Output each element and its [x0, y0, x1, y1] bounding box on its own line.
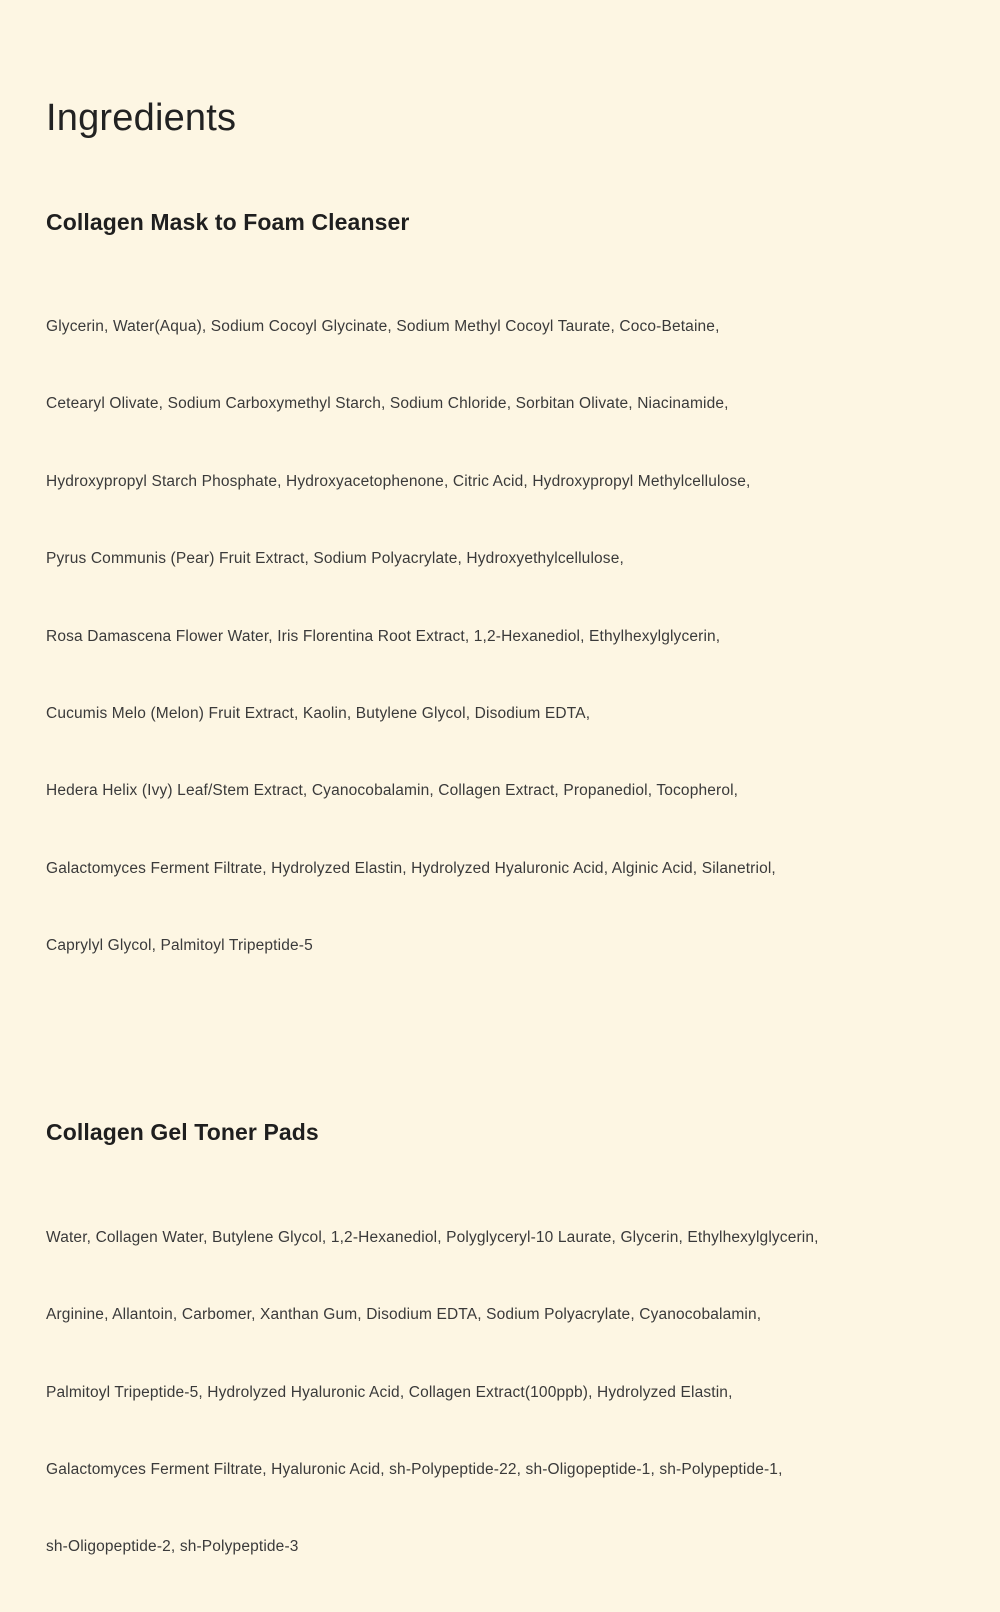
ingredient-line: Cucumis Melo (Melon) Fruit Extract, Kaolin, Butylene Glycol, Disodium EDTA, [46, 704, 591, 722]
ingredient-line: Arginine, Allantoin, Carbomer, Xanthan Gum, Disodium EDTA, Sodium Polyacrylate, Cyanocobalamin, [46, 1306, 762, 1324]
section-title: Collagen Mask to Foam Cleanser [46, 208, 410, 235]
section-collagen-gel-toner-pads [46, 1118, 954, 1611]
ingredient-line: Palmitoyl Tripeptide-5, Hydrolyzed Hyaluronic Acid, Collagen Extract(100ppb), Hydrolyzed Elastin, [46, 1383, 733, 1401]
page-title: Ingredients [46, 97, 237, 139]
ingredient-list [46, 1173, 954, 1612]
ingredient-line: Galactomyces Ferment Filtrate, Hyaluronic Acid, sh-Polypeptide-22, sh-Oligopeptide-1, sh-Polypeptide-1, [46, 1460, 783, 1478]
ingredient-line: Hydroxypropyl Starch Phosphate, Hydroxyacetophenone, Citric Acid, Hydroxypropyl Methylcellulose, [46, 472, 751, 490]
section-collagen-mask-to-foam-cleanser [46, 208, 954, 1011]
ingredient-line: Cetearyl Olivate, Sodium Carboxymethyl Starch, Sodium Chloride, Sorbitan Olivate, Niacinamide, [46, 395, 729, 413]
section-title: Collagen Gel Toner Pads [46, 1119, 319, 1146]
ingredient-line: Rosa Damascena Flower Water, Iris Florentina Root Extract, 1,2-Hexanediol, Ethylhexylglycerin, [46, 627, 721, 645]
ingredient-line: Galactomyces Ferment Filtrate, Hydrolyzed Elastin, Hydrolyzed Hyaluronic Acid, Alginic Acid, Silanetriol, [46, 859, 776, 877]
ingredient-line: Caprylyl Glycol, Palmitoyl Tripeptide-5 [46, 937, 313, 955]
ingredient-line: sh-Oligopeptide-2, sh-Polypeptide-3 [46, 1538, 299, 1556]
ingredient-line: Pyrus Communis (Pear) Fruit Extract, Sodium Polyacrylate, Hydroxyethylcellulose, [46, 550, 624, 568]
ingredient-line: Glycerin, Water(Aqua), Sodium Cocoyl Glycinate, Sodium Methyl Cocoyl Taurate, Coco-Betaine, [46, 317, 720, 335]
ingredient-line: Hedera Helix (Ivy) Leaf/Stem Extract, Cyanocobalamin, Collagen Extract, Propanediol, Tocopherol, [46, 782, 739, 800]
ingredient-line: Water, Collagen Water, Butylene Glycol, 1,2-Hexanediol, Polyglyceryl-10 Laurate, Glycerin, Ethylhexylglycerin, [46, 1228, 819, 1246]
ingredient-list [46, 262, 954, 1010]
